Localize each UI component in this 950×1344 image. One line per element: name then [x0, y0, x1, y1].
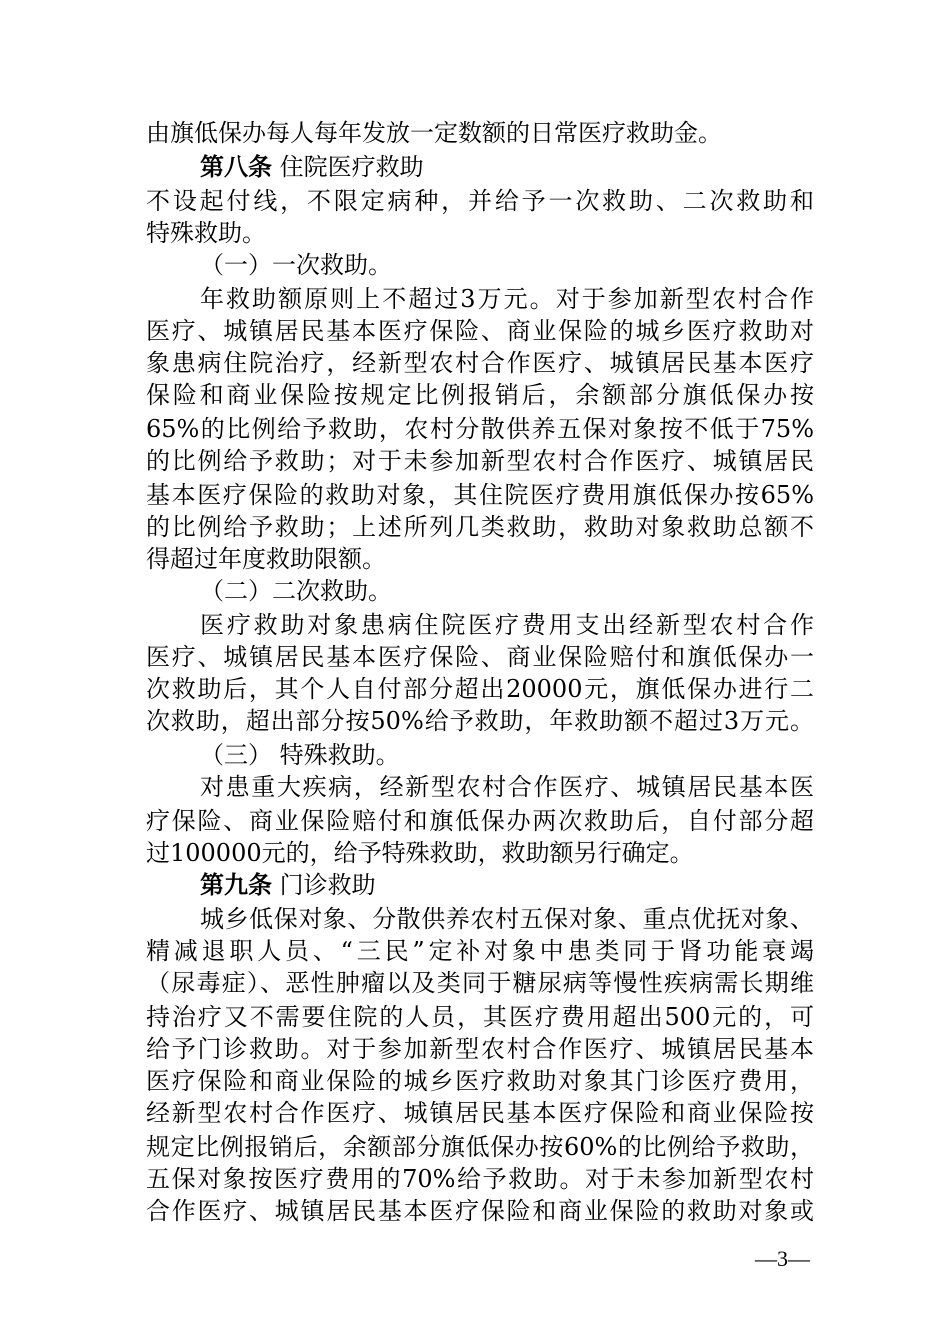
- article-8-heading: [200, 152, 424, 182]
- section-heading: （三） 特殊救助。: [200, 741, 400, 769]
- text-line: 得超过年度救助限额。: [146, 545, 386, 573]
- article-number: 第九条: [200, 871, 272, 899]
- article-title: 住院医疗救助: [279, 153, 424, 181]
- text-line: 年救助额原则上不超过3万元。对于参加新型农村合作: [200, 285, 814, 313]
- text-line: 特殊救助。: [146, 219, 266, 247]
- text-line: 65%的比例给予救助，农村分散供养五保对象按不低于75%: [146, 415, 814, 443]
- text-line: 持治疗又不需要住院的人员，其医疗费用超出500元的，可: [146, 1003, 814, 1031]
- text-line: 经新型农村合作医疗、城镇居民基本医疗保险和商业保险按: [146, 1099, 814, 1127]
- text-line: 疗保险、商业保险赔付和旗低保办两次救助后，自付部分超: [146, 807, 814, 835]
- text-line: 对患重大疾病，经新型农村合作医疗、城镇居民基本医: [200, 773, 814, 801]
- text-line: 合作医疗、城镇居民基本医疗保险和商业保险的救助对象或: [146, 1197, 814, 1225]
- article-title: 门诊救助: [279, 871, 376, 899]
- text-line: 医疗、城镇居民基本医疗保险、商业保险的城乡医疗救助对: [146, 317, 814, 345]
- text-line: 次救助，超出部分按50%给予救助，年救助额不超过3万元。: [146, 707, 814, 735]
- text-line: 规定比例报销后，余额部分旗低保办按60%的比例给予救助，: [146, 1133, 814, 1161]
- text-line: 医疗、城镇居民基本医疗保险、商业保险赔付和旗低保办一: [146, 643, 814, 671]
- text-line: 保险和商业保险按规定比例报销后，余额部分旗低保办按: [146, 381, 814, 409]
- page-number: —3—: [755, 1246, 810, 1271]
- text-line: 象患病住院治疗，经新型农村合作医疗、城镇居民基本医疗: [146, 349, 814, 377]
- text-line: 精减退职人员、“三民”定补对象中患类同于肾功能衰竭: [146, 937, 814, 965]
- text-line: 五保对象按医疗费用的70%给予救助。对于未参加新型农村: [146, 1165, 814, 1193]
- section-heading: （一）一次救助。: [200, 251, 392, 279]
- text-line: 医疗救助对象患病住院医疗费用支出经新型农村合作: [200, 611, 814, 639]
- text-line: 的比例给予救助；对于未参加新型农村合作医疗、城镇居民: [146, 447, 814, 475]
- text-line: 给予门诊救助。对于参加新型农村合作医疗、城镇居民基本: [146, 1035, 814, 1063]
- article-9-heading: [200, 870, 376, 900]
- article-number: 第八条: [200, 153, 272, 181]
- text-line: 城乡低保对象、分散供养农村五保对象、重点优抚对象、: [200, 905, 814, 933]
- text-line: 过100000元的，给予特殊救助，救助额另行确定。: [146, 839, 694, 867]
- text-line: 基本医疗保险的救助对象，其住院医疗费用旗低保办按65%: [146, 481, 814, 509]
- text-line: 医疗保险和商业保险的城乡医疗救助对象其门诊医疗费用，: [146, 1067, 814, 1095]
- text-line: 的比例给予救助；上述所列几类救助，救助对象救助总额不: [146, 513, 814, 541]
- text-line: 不设起付线，不限定病种，并给予一次救助、二次救助和: [146, 187, 814, 215]
- text-line: （尿毒症）、恶性肿瘤以及类同于糖尿病等慢性疾病需长期维: [146, 969, 814, 997]
- text-line: 次救助后，其个人自付部分超出20000元，旗低保办进行二: [146, 675, 814, 703]
- text-line: 由旗低保办每人每年发放一定数额的日常医疗救助金。: [146, 119, 722, 147]
- section-heading: （二）二次救助。: [200, 577, 392, 605]
